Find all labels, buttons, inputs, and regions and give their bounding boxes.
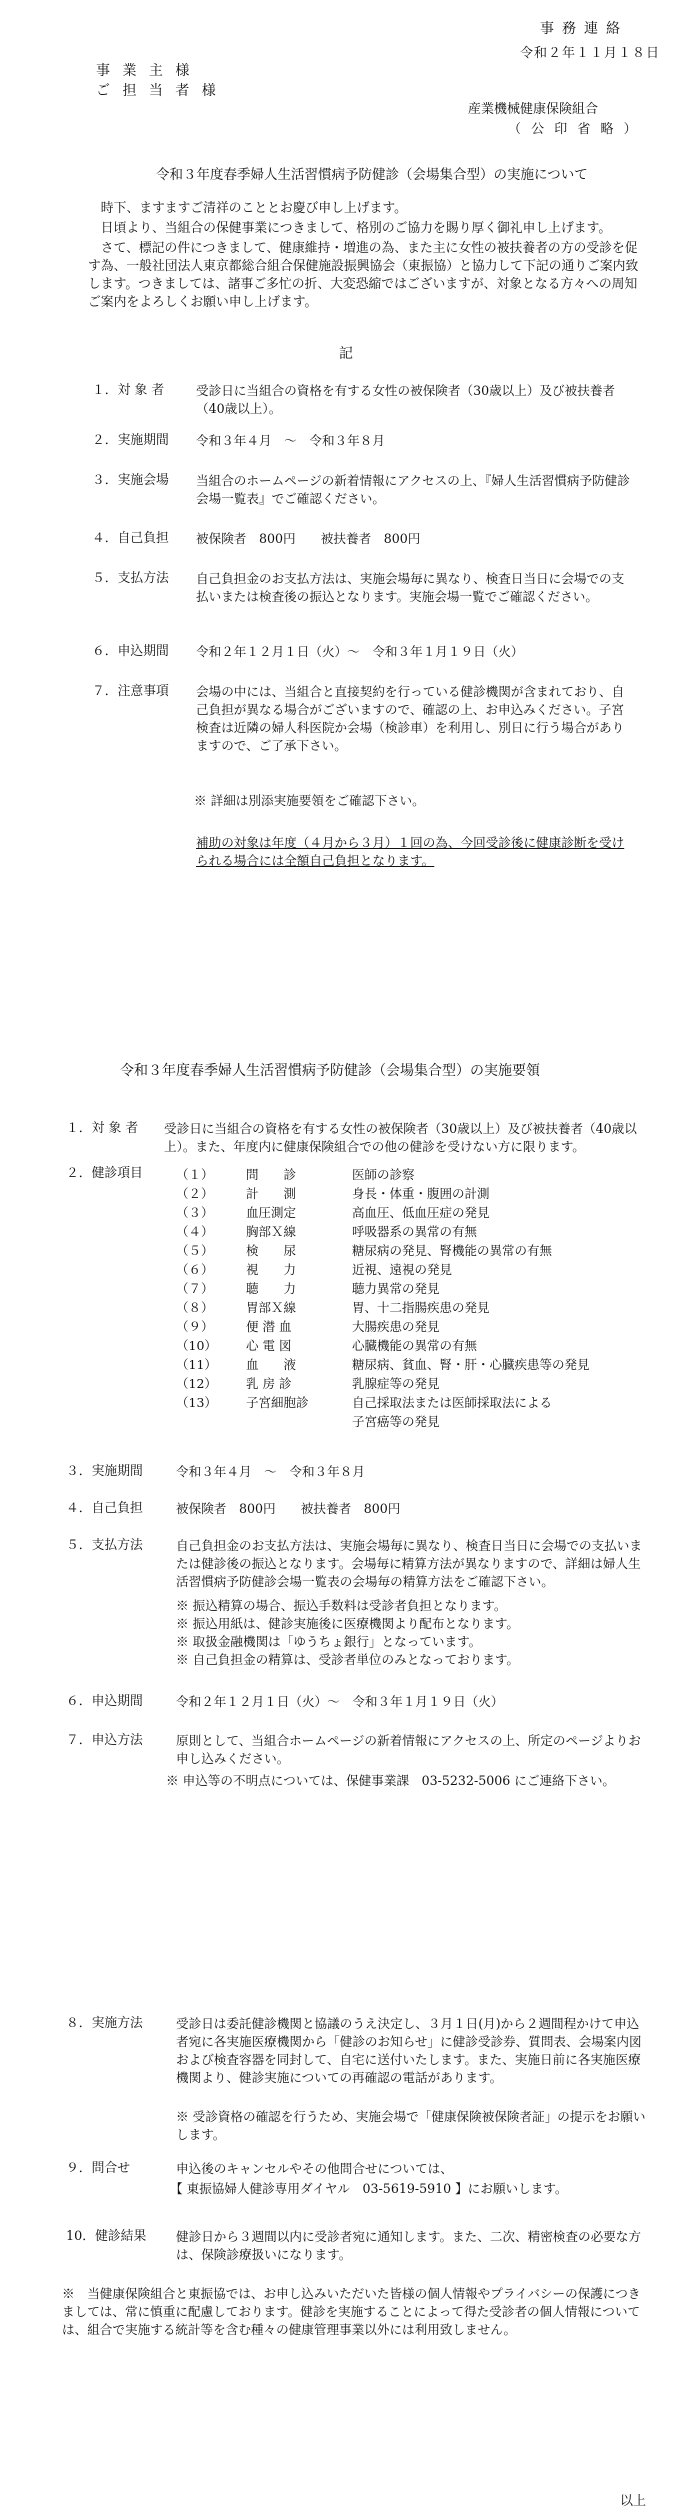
guide-period-label: ３．実施期間 [66,1464,143,1479]
greeting: 時下、ますますご清祥のこととお慶び申し上げます。 [100,201,407,216]
guide-target-value: 受診日に当組合の資格を有する女性の被保険者（30歳以上）及び被扶養者（40歳以上）。また、年度内に健康保険組合での他の健診を受けない方に限ります。 [164,1121,637,1154]
payment-note: ※ 取扱金融機関は「ゆうちょ銀行」となっています。 [176,1634,482,1649]
guide-apply-contact: ※ 申込等の不明点については、保健事業課 03-5232-5006 にご連絡下さい。 [166,1773,616,1788]
guide-inquiry-label: ９．問合せ [66,2161,130,2176]
notice-type: 事務連絡 [540,21,628,37]
guide-inquiry-contact: 【 東振協婦人健診専用ダイヤル 03-5619-5910 】にお願いします。 [170,2181,568,2196]
letter-item-label: ３．実施会場 [92,473,169,488]
letter-item-label: ４．自己負担 [92,531,169,546]
letter-item-label: ７．注意事項 [92,684,169,699]
letter-item-value: 令和３年４月 ～ 令和３年８月 [196,433,385,448]
letter-item-value: 会場の中には、当組合と直接契約を行っている健診機関が含まれており、自己負担が異なる場合がございますので、確認の上、お申込みください。子宮検査は近隣の婦人科医院か会場（検診車）を利用し、別日に行う場合がありますので、ご了承下さい。 [196,684,625,753]
subsidy-underline-note: 補助の対象は年度（４月から３月）１回の為、今回受診後に健康診断を受けられる場合には全額自己負担となります。 [196,835,625,868]
letter-title: 令和３年度春季婦人生活習慣病予防健診（会場集合型）の実施について [156,167,588,183]
payment-note: ※ 振込精算の場合、振込手数料は受診者負担となります。 [176,1598,507,1613]
letter-item-value: 被保険者 800円 被扶養者 800円 [196,531,421,546]
guide-result-label: 10．健診結果 [66,2229,147,2244]
guide-exam-label: ２．健診項目 [66,1166,143,1181]
guide-title: 令和３年度春季婦人生活習慣病予防健診（会場集合型）の実施要領 [120,1063,540,1079]
recipient-line-2: ご 担 当 者 様 [96,83,220,99]
ki-heading: 記 [339,346,353,362]
sender-note: （ 公 印 省 略 ） [508,122,640,137]
recipient-line-1: 事 業 主 様 [96,63,194,79]
letter-item-value: 受診日に当組合の資格を有する女性の被保険者（30歳以上）及び被扶養者（40歳以上）。 [196,383,616,416]
guide-period-value: 令和３年４月 ～ 令和３年８月 [176,1464,365,1479]
guide-target-label: １．対 象 者 [66,1121,139,1136]
sender-name: 産業機械健康保険組合 [468,102,599,117]
letter-item-label: １．対 象 者 [92,383,165,398]
guide-impl-note: ※ 受診資格の確認を行うため、実施会場で「健康保険被保険者証」の提示をお願いします。 [176,2109,646,2142]
letter-item-label: ２．実施期間 [92,433,169,448]
guide-payment-value: 自己負担金のお支払方法は、実施会場毎に異なり、検査日当日に会場での支払いまたは健診後の振込となります。会場毎に精算方法が異なりますので、詳細は婦人生活習慣病予防健診会場一覧表の会場毎の精算方法をご確認下さい。 [176,1538,642,1589]
letter-item-value: 自己負担金のお支払方法は、実施会場毎に異なり、検査日当日に会場での支払いまたは検査後の振込となります。実施会場一覧でご確認ください。 [196,571,625,604]
exam-items-list: （１） 問 診 医師の診察 （２） 計 測 身長・体重・腹囲の計測 （３） 血圧測定 高血圧、低血圧症の発見 （４） 胸部Ｘ線 呼吸器系の異常の有無 （５） 検 尿 糖尿病の発見、腎機能の異常の有無 （６） 視 力 近視、遠視の発見 （７） 聴 力 聴力異常の発見 （８） 胃部Ｘ線 胃、十二指腸疾患の発見 （９） 便 潜 血 大腸疾患の発見 （10） 心 電 図 心臓機能の異常の有無 （11） 血 液 糖尿病、貧血、腎・肝・心臓疾患等の発見 （12） 乳 房 診 乳腺症等の発見 （13） 子宮細胞診 自己採取法または医師採取法による 子宮癌等の発見 [176,1167,590,1429]
payment-note: ※ 自己負担金の精算は、受診者単位のみとなっております。 [176,1652,520,1667]
guide-cost-label: ４．自己負担 [66,1501,143,1516]
guide-payment-label: ５．支払方法 [66,1538,143,1553]
guide-apply-period-label: ６．申込期間 [66,1694,143,1709]
letter-paragraph-2: さて、標記の件につきまして、健康維持・増進の為、また主に女性の被扶養者の方の受診を促す為、一般社団法人東京都総合組合保健施設振興協会（東振協）と協力して下記の通りご案内致します。つきましては、諸事ご多忙の折、大変恐縮ではございますが、対象となる方々への周知ご案内をよろしくお願い申し上げます。 [88,241,639,310]
detail-note: ※ 詳細は別添実施要領をご確認下さい。 [194,793,425,808]
payment-note: ※ 振込用紙は、健診実施後に医療機関より配布となります。 [176,1616,520,1631]
privacy-note: ※ 当健康保険組合と東振協では、お申し込みいただいた皆様の個人情報やプライバシーの保護につきましては、常に慎重に配慮しております。健診を実施することによって得た受診者の個人情報については、組合で実施する統計等を含む種々の健康管理事業以外には利用致しません。 [62,2286,641,2337]
guide-apply-method-value: 原則として、当組合ホームページの新着情報にアクセスの上、所定のページよりお申し込みください。 [176,1733,641,1766]
letter-paragraph-1: 日頃より、当組合の保健事業につきまして、格別のご協力を賜り厚く御礼申し上げます。 [100,221,612,236]
guide-impl-value: 受診日は委託健診機関と協議のうえ決定し、３月１日(月)から２週間程かけて申込者宛に各実施医療機関から「健診のお知らせ」に健診受診券、質問表、会場案内図および検査容器を同封して、自宅に送付いたします。また、実施日前に各実施医療機関より、健診実施についての再確認の電話があります。 [176,2016,642,2085]
closing-mark: 以上 [620,2494,647,2509]
letter-item-label: ６．申込期間 [92,644,169,659]
guide-result-value: 健診日から３週間以内に受診者宛に通知します。また、二次、精密検査の必要な方は、保険診療扱いになります。 [176,2229,641,2262]
letter-item-value: 令和２年１２月１日（火）～ 令和３年１月１９日（火） [196,644,524,659]
guide-apply-method-label: ７．申込方法 [66,1733,143,1748]
guide-cost-value: 被保険者 800円 被扶養者 800円 [176,1501,401,1516]
issue-date: 令和２年１１月１８日 [520,46,661,61]
guide-impl-label: ８．実施方法 [66,2016,143,2031]
guide-inquiry-value: 申込後のキャンセルやその他問合せについては、 [176,2161,453,2176]
guide-apply-period-value: 令和２年１２月１日（火）～ 令和３年１月１９日（火） [176,1694,504,1709]
letter-item-label: ５．支払方法 [92,571,169,586]
letter-item-value: 当組合のホームページの新着情報にアクセスの上、『婦人生活習慣病予防健診会場一覧表』でご確認ください。 [196,473,630,506]
